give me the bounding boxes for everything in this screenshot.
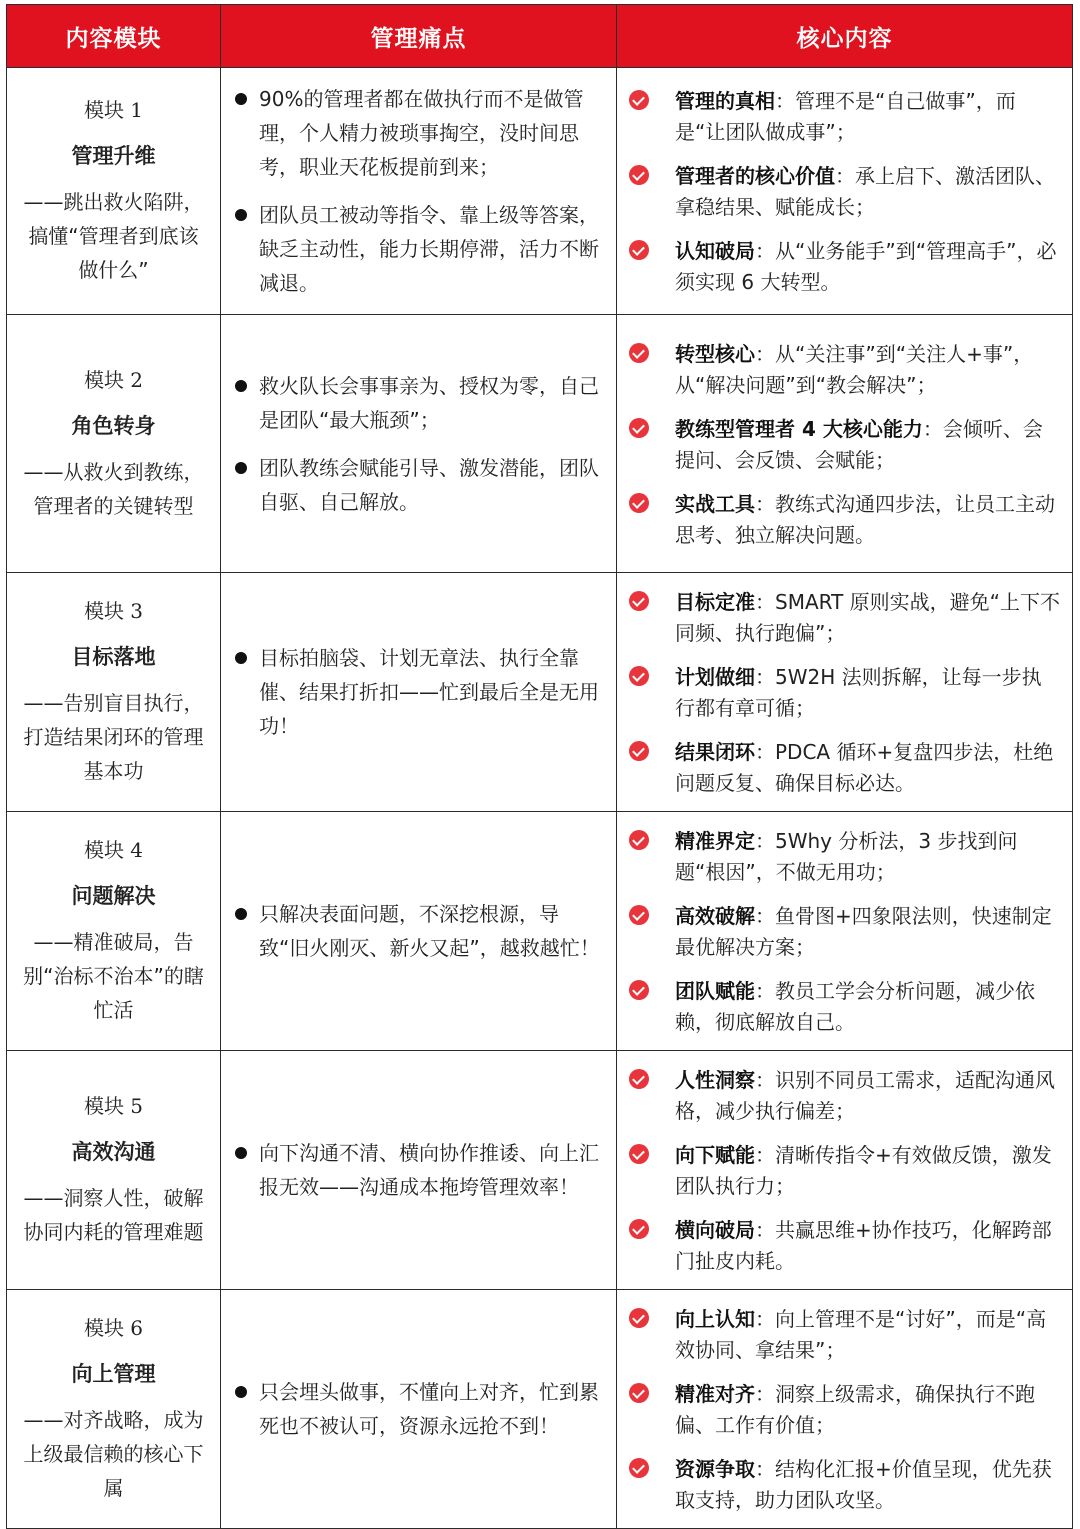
header-core-content: 核心内容 — [617, 5, 1073, 68]
pain-cell — [221, 1051, 617, 1290]
check-circle-icon — [629, 905, 649, 925]
core-cell — [617, 1051, 1073, 1290]
core-text: ：鱼骨图+四象限法则，快速制定最优解决方案； — [675, 904, 1052, 959]
core-keyword: 精准界定 — [675, 829, 755, 853]
pain-item — [235, 198, 600, 300]
module-name: 角色转身 — [71, 413, 156, 438]
module-number: 模块 1 — [83, 98, 144, 122]
course-table — [6, 4, 1073, 1529]
core-item — [629, 976, 1060, 1038]
table-row — [7, 1290, 1073, 1529]
check-circle-icon — [629, 741, 649, 761]
module-number: 模块 6 — [83, 1316, 144, 1340]
bullet-dot-icon — [235, 908, 247, 920]
table-row — [7, 1051, 1073, 1290]
module-description: ——对齐战略，成为上级最信赖的核心下属 — [23, 1408, 204, 1500]
bullet-dot-icon — [235, 1386, 247, 1398]
table-row — [7, 812, 1073, 1051]
core-item — [629, 414, 1060, 476]
core-text: ：教员工学会分析问题，减少依赖，彻底解放自己。 — [675, 979, 1035, 1034]
pain-text: 只解决表面问题，不深挖根源，导致“旧火刚灭、新火又起”，越救越忙！ — [259, 902, 600, 960]
core-keyword: 向上认知 — [675, 1307, 755, 1331]
core-keyword: 向下赋能 — [675, 1143, 755, 1167]
module-number: 模块 3 — [83, 599, 144, 623]
core-text: ：清晰传指令+有效做反馈，激发团队执行力； — [675, 1143, 1052, 1198]
core-text: ：结构化汇报+价值呈现，优先获取支持，助力团队攻坚。 — [675, 1457, 1052, 1512]
core-text: ：管理不是“自己做事”，而是“让团队做成事”； — [675, 89, 1016, 144]
table-row — [7, 315, 1073, 573]
check-circle-icon — [629, 1458, 649, 1478]
check-circle-icon — [629, 240, 649, 260]
core-text: ：向上管理不是“讨好”，而是“高效协同、拿结果”； — [675, 1307, 1047, 1362]
pain-item — [235, 369, 600, 437]
pain-item — [235, 82, 600, 184]
pain-text: 救火队长会事事亲为、授权为零，自己是团队“最大瓶颈”； — [259, 373, 599, 432]
pain-text: 目标拍脑袋、计划无章法、执行全靠催、结果打折扣——忙到最后全是无用功！ — [259, 646, 599, 738]
table-row — [7, 573, 1073, 812]
core-keyword: 资源争取 — [675, 1457, 755, 1481]
core-text: ：承上启下、激活团队、拿稳结果、赋能成长； — [675, 164, 1055, 219]
core-text: ：教练式沟通四步法，让员工主动思考、独立解决问题。 — [675, 491, 1055, 547]
core-item — [629, 1140, 1060, 1202]
core-keyword: 教练型管理者 4 大核心能力 — [675, 416, 923, 441]
module-number: 模块 4 — [83, 838, 144, 862]
pain-item — [235, 451, 600, 519]
core-keyword: 团队赋能 — [675, 979, 755, 1003]
check-circle-icon — [629, 165, 649, 185]
header-row — [7, 5, 1073, 68]
core-keyword: 实战工具 — [675, 491, 755, 516]
bullet-dot-icon — [235, 462, 247, 474]
core-keyword: 高效破解 — [675, 904, 755, 928]
check-circle-icon — [629, 1308, 649, 1328]
pain-text: 向下沟通不清、横向协作推诿、向上汇报无效——沟通成本拖垮管理效率！ — [259, 1141, 599, 1199]
core-text: ：从“关注事”到“关注人+事”，从“解决问题”到“教会解决”； — [675, 341, 1034, 397]
bullet-dot-icon — [235, 652, 247, 664]
core-text: ：会倾听、会提问、会反馈、会赋能； — [675, 416, 1043, 472]
core-text: ：5W2H 法则拆解，让每一步执行都有章可循； — [675, 665, 1042, 720]
pain-item — [235, 1375, 600, 1443]
check-circle-icon — [629, 1383, 649, 1403]
pain-cell — [221, 573, 617, 812]
core-item — [629, 86, 1060, 148]
core-text: ：识别不同员工需求，适配沟通风格，减少执行偏差； — [675, 1068, 1055, 1123]
core-keyword: 管理者的核心价值 — [675, 164, 835, 188]
header-pain-points: 管理痛点 — [221, 5, 617, 68]
core-cell — [617, 573, 1073, 812]
module-description: ——从救火到教练，管理者的关键转型 — [23, 459, 204, 518]
module-name: 高效沟通 — [71, 1140, 156, 1164]
pain-cell — [221, 68, 617, 315]
check-circle-icon — [629, 493, 649, 513]
core-item — [629, 901, 1060, 963]
pain-item — [235, 897, 600, 965]
core-item — [629, 1379, 1060, 1441]
pain-item — [235, 1136, 600, 1204]
module-name: 目标落地 — [71, 645, 156, 669]
core-keyword: 横向破局 — [675, 1218, 755, 1242]
core-text: ：SMART 原则实战，避免“上下不同频、执行跑偏”； — [675, 590, 1061, 645]
bullet-dot-icon — [235, 1147, 247, 1159]
pain-text: 团队员工被动等指令、靠上级等答案，缺乏主动性，能力长期停滞，活力不断减退。 — [259, 203, 599, 295]
core-text: ：5Why 分析法，3 步找到问题“根因”，不做无用功； — [675, 829, 1018, 884]
module-description: ——跳出救火陷阱，搞懂“管理者到底该做什么” — [23, 190, 204, 282]
check-circle-icon — [629, 343, 649, 363]
core-item — [629, 1215, 1060, 1277]
module-number: 模块 2 — [83, 367, 144, 392]
pain-text: 90%的管理者都在做执行而不是做管理，个人精力被琐事掏空，没时间思考，职业天花板提前到来； — [259, 87, 584, 179]
core-keyword: 结果闭环 — [675, 740, 755, 764]
core-keyword: 目标定准 — [675, 590, 755, 614]
core-item — [629, 662, 1060, 724]
core-keyword: 精准对齐 — [675, 1382, 755, 1406]
pain-item — [235, 641, 600, 743]
core-keyword: 管理的真相 — [675, 89, 775, 113]
bullet-dot-icon — [235, 93, 247, 105]
core-keyword: 人性洞察 — [675, 1068, 755, 1092]
check-circle-icon — [629, 830, 649, 850]
check-circle-icon — [629, 1069, 649, 1089]
module-cell — [7, 1051, 221, 1290]
pain-cell — [221, 1290, 617, 1529]
core-item — [629, 737, 1060, 799]
check-circle-icon — [629, 666, 649, 686]
bullet-dot-icon — [235, 209, 247, 221]
check-circle-icon — [629, 591, 649, 611]
core-text: ：洞察上级需求，确保执行不跑偏、工作有价值； — [675, 1382, 1035, 1437]
check-circle-icon — [629, 1144, 649, 1164]
core-keyword: 转型核心 — [675, 341, 755, 366]
module-cell — [7, 315, 221, 573]
core-cell — [617, 315, 1073, 573]
core-item — [629, 1065, 1060, 1127]
pain-text: 团队教练会赋能引导、激发潜能，团队自驱、自己解放。 — [259, 455, 599, 514]
module-description: ——洞察人性，破解协同内耗的管理难题 — [23, 1186, 204, 1244]
core-item — [629, 587, 1060, 649]
core-cell — [617, 68, 1073, 315]
core-keyword: 认知破局 — [675, 239, 755, 263]
core-item — [629, 826, 1060, 888]
table-row — [7, 68, 1073, 315]
header-content-module: 内容模块 — [7, 5, 221, 68]
core-keyword: 计划做细 — [675, 665, 755, 689]
core-item — [629, 489, 1060, 551]
pain-cell — [221, 812, 617, 1051]
core-cell — [617, 812, 1073, 1051]
check-circle-icon — [629, 1219, 649, 1239]
check-circle-icon — [629, 418, 649, 438]
core-text: ：共赢思维+协作技巧，化解跨部门扯皮内耗。 — [675, 1218, 1052, 1273]
core-text: ：PDCA 循环+复盘四步法，杜绝问题反复、确保目标必达。 — [675, 740, 1054, 795]
pain-text: 只会埋头做事，不懂向上对齐，忙到累死也不被认可，资源永远抢不到！ — [259, 1380, 599, 1438]
module-cell — [7, 68, 221, 315]
core-item — [629, 236, 1060, 298]
pain-cell — [221, 315, 617, 573]
module-number: 模块 5 — [83, 1094, 144, 1118]
module-cell — [7, 1290, 221, 1529]
core-item — [629, 1454, 1060, 1516]
module-cell — [7, 812, 221, 1051]
core-item — [629, 1304, 1060, 1366]
module-name: 管理升维 — [71, 144, 156, 168]
check-circle-icon — [629, 90, 649, 110]
module-name: 向上管理 — [71, 1362, 156, 1386]
module-name: 问题解决 — [71, 884, 156, 908]
module-cell — [7, 573, 221, 812]
core-text: ：从“业务能手”到“管理高手”，必须实现 6 大转型。 — [675, 239, 1057, 294]
module-description: ——告别盲目执行，打造结果闭环的管理基本功 — [23, 691, 204, 783]
module-description: ——精准破局，告别“治标不治本”的瞎忙活 — [23, 930, 204, 1022]
core-cell — [617, 1290, 1073, 1529]
check-circle-icon — [629, 980, 649, 1000]
core-item — [629, 161, 1060, 223]
core-item — [629, 339, 1060, 401]
bullet-dot-icon — [235, 380, 247, 392]
